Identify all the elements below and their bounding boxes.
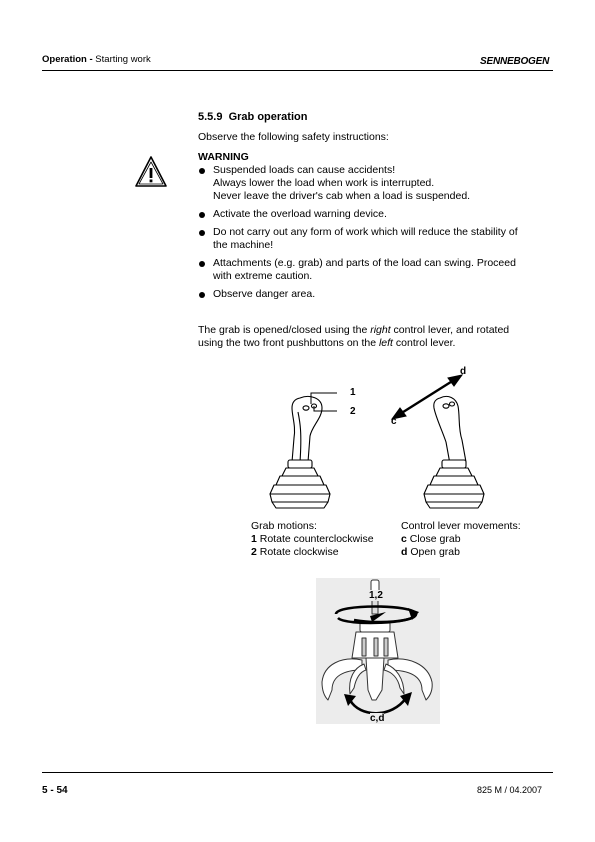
warning-title: WARNING bbox=[198, 151, 249, 163]
warning-list bbox=[198, 164, 543, 306]
grab-motions-caption bbox=[251, 520, 374, 559]
caption-text: Rotate counterclockwise bbox=[256, 533, 374, 545]
paragraph-emphasis-right: right bbox=[370, 324, 391, 336]
caption-line bbox=[251, 533, 374, 546]
header-section-rest: Starting work bbox=[92, 54, 151, 65]
list-item-line: with extreme caution. bbox=[213, 270, 313, 282]
caption-text: Rotate clockwise bbox=[256, 546, 339, 558]
section-title: Grab operation bbox=[228, 111, 308, 123]
page-number: 5 - 54 bbox=[42, 785, 68, 796]
list-item bbox=[198, 226, 543, 252]
list-item-line: Always lower the load when work is interrupted. bbox=[213, 177, 435, 189]
paragraph-emphasis-left: left bbox=[378, 337, 393, 349]
list-item-line: Observe danger area. bbox=[213, 288, 316, 300]
right-joystick-illustration bbox=[384, 368, 494, 516]
section-number: 5.5.9 bbox=[198, 111, 223, 123]
caption-line bbox=[251, 546, 374, 559]
header-rule bbox=[42, 70, 553, 71]
footer-rule bbox=[42, 772, 553, 773]
list-item-line: Suspended loads can cause accidents! bbox=[213, 164, 396, 176]
label-rotation: 1,2 bbox=[369, 590, 383, 601]
list-item-line: Do not carry out any form of work which will reduce the stability of bbox=[213, 226, 518, 238]
caption-text: Close grab bbox=[406, 533, 461, 545]
list-item bbox=[198, 257, 543, 283]
caption-line bbox=[401, 533, 521, 546]
paragraph-text: using the two front pushbuttons on the bbox=[198, 337, 379, 349]
caption-title: Control lever movements: bbox=[401, 520, 521, 532]
caption-key: 2 bbox=[251, 546, 257, 558]
list-item-line: Activate the overload warning device. bbox=[213, 208, 387, 220]
caption-line bbox=[401, 546, 521, 559]
list-item bbox=[198, 164, 543, 203]
document-id: 825 M / 04.2007 bbox=[477, 785, 543, 795]
caption-key: d bbox=[401, 546, 408, 558]
list-item-line: Never leave the driver's cab when a load is suspended. bbox=[213, 190, 471, 202]
list-item bbox=[198, 208, 543, 221]
warning-triangle-icon bbox=[134, 155, 168, 189]
running-header bbox=[42, 54, 151, 65]
label-c: c bbox=[391, 416, 397, 427]
paragraph-text: control lever. bbox=[392, 337, 456, 349]
brand-logo: SENNEBOGEN bbox=[480, 56, 550, 67]
caption-title: Grab motions: bbox=[251, 520, 317, 532]
list-item-line: Attachments (e.g. grab) and parts of the load can swing. Proceed bbox=[213, 257, 516, 269]
caption-key: 1 bbox=[251, 533, 257, 545]
caption-key: c bbox=[401, 533, 407, 545]
label-1: 1 bbox=[350, 387, 356, 398]
label-2: 2 bbox=[350, 406, 356, 417]
grab-operation-paragraph bbox=[198, 324, 543, 350]
label-d: d bbox=[460, 366, 467, 377]
lever-movements-caption bbox=[401, 520, 521, 559]
intro-text: Observe the following safety instructions: bbox=[198, 131, 389, 143]
list-item bbox=[198, 288, 543, 301]
label-open-close: c,d bbox=[370, 713, 385, 724]
header-section-bold: Operation - bbox=[42, 54, 93, 65]
paragraph-text: control lever, and rotated bbox=[390, 324, 510, 336]
left-joystick-illustration bbox=[262, 388, 337, 516]
paragraph-text: The grab is opened/closed using the bbox=[198, 324, 371, 336]
list-item-line: the machine! bbox=[213, 239, 274, 251]
section-heading bbox=[198, 111, 307, 123]
caption-text: Open grab bbox=[407, 546, 460, 558]
